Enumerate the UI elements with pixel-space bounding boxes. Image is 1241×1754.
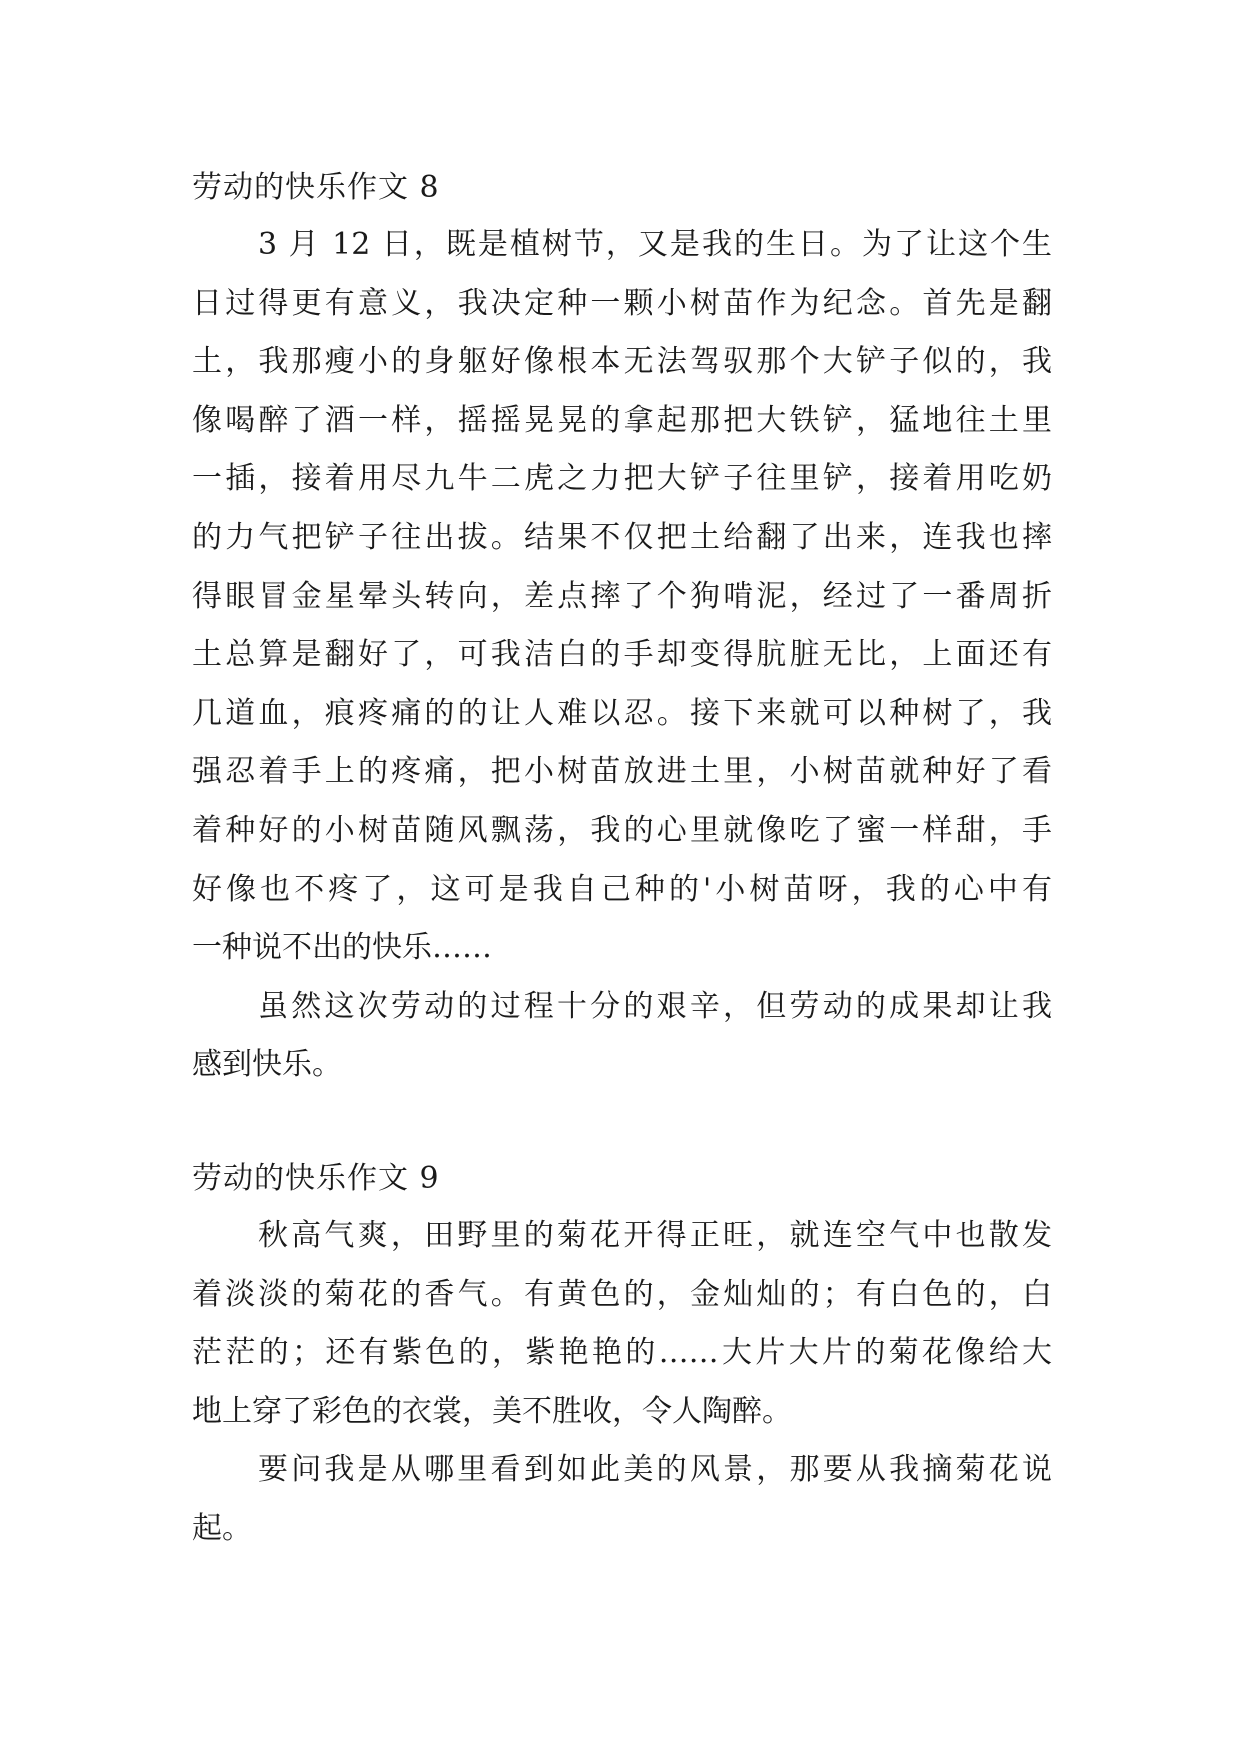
text-line: 一插，接着用尽九牛二虎之力把大铲子往里铲，接着用吃奶 xyxy=(192,461,1052,497)
text-line: 的力气把铲子往出拔。结果不仅把土给翻了出来，连我也摔 xyxy=(192,519,1052,555)
text-line: 茫茫的；还有紫色的，紫艳艳的……大片大片的菊花像给大 xyxy=(192,1335,1052,1371)
text-line: 像喝醉了酒一样，摇摇晃晃的拿起那把大铁铲，猛地往土里 xyxy=(192,402,1052,438)
text-line: 要问我是从哪里看到如此美的风景，那要从我摘菊花说 xyxy=(258,1452,1052,1488)
text-line: 一种说不出的快乐…… xyxy=(192,930,492,966)
section-spacer xyxy=(192,1095,1052,1151)
essay-title: 劳动的快乐作文 8 xyxy=(192,170,440,205)
text-line: 几道血，痕疼痛的的让人难以忍。接下来就可以种树了，我 xyxy=(192,695,1052,731)
text-line: 强忍着手上的疼痛，把小树苗放进土里，小树苗就种好了看 xyxy=(192,754,1052,790)
paragraph xyxy=(192,1207,1052,1441)
paragraph xyxy=(192,216,1052,978)
essay-title: 劳动的快乐作文 9 xyxy=(192,1160,440,1196)
text-line: 起。 xyxy=(192,1510,252,1546)
document-page xyxy=(192,160,1052,1558)
text-line: 土，我那瘦小的身躯好像根本无法驾驭那个大铲子似的，我 xyxy=(192,344,1052,380)
text-line: 地上穿了彩色的衣裳，美不胜收，令人陶醉。 xyxy=(192,1393,792,1429)
text-line: 感到快乐。 xyxy=(192,1047,342,1083)
text-line: 土总算是翻好了，可我洁白的手却变得肮脏无比，上面还有 xyxy=(192,637,1052,673)
text-line: 着淡淡的菊花的香气。有黄色的，金灿灿的；有白色的，白 xyxy=(192,1276,1052,1312)
text-line: 着种好的小树苗随风飘荡，我的心里就像吃了蜜一样甜，手 xyxy=(192,812,1052,848)
essay-8 xyxy=(192,160,1052,1095)
paragraph xyxy=(192,1441,1052,1558)
text-line: 得眼冒金星晕头转向，差点摔了个狗啃泥，经过了一番周折 xyxy=(192,578,1052,614)
text-line: 虽然这次劳动的过程十分的艰辛，但劳动的成果却让我 xyxy=(258,988,1052,1024)
text-line: 日过得更有意义，我决定种一颗小树苗作为纪念。首先是翻 xyxy=(192,285,1052,321)
text-line: 秋高气爽，田野里的菊花开得正旺，就连空气中也散发 xyxy=(258,1217,1052,1253)
text-line: 3 月 12 日，既是植树节，又是我的生日。为了让这个生 xyxy=(258,227,1052,262)
essay-9 xyxy=(192,1151,1052,1559)
paragraph xyxy=(192,978,1052,1095)
text-line: 好像也不疼了，这可是我自己种的'小树苗呀，我的心中有 xyxy=(192,871,1052,907)
